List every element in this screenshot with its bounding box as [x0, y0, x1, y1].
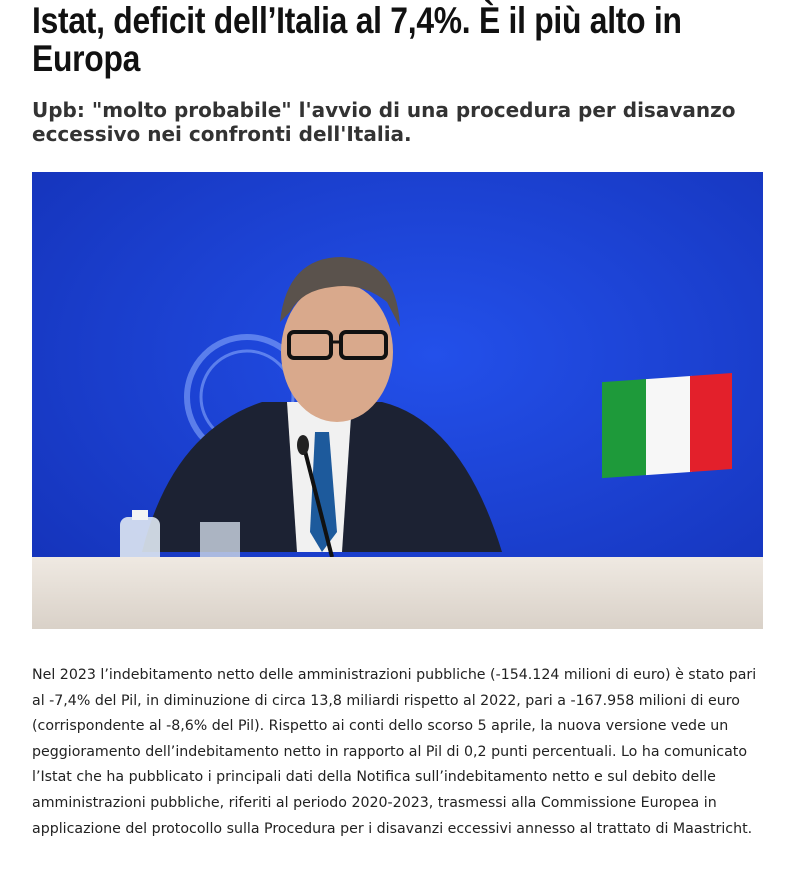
article-subtitle: Upb: "molto probabile" l'avvio di una procedura per disavanzo eccessivo nei confronti dell'Italia. [32, 98, 736, 146]
italian-flag [602, 373, 732, 478]
article-headline: Istat, deficit dell’Italia al 7,4%. È il più alto in Europa [32, 0, 682, 79]
article-photo [32, 172, 763, 629]
person-face [281, 282, 393, 422]
desk [32, 557, 763, 629]
article-body: Nel 2023 l’indebitamento netto delle amministrazioni pubbliche (-154.124 milioni di euro) è stato pari al -7,4% del Pil, in diminuzione di circa 13,8 miliardi rispetto al 2022, pari a -167.958 milioni di euro (corrispondente al -8,6% del Pil). Rispetto ai conti dello scorso 5 aprile, la nuova versione vede un peggioramento dell’indebitamento netto in rapporto al Pil di 0,2 punti percentuali. Lo ha comunicato l’Istat che ha pubblicato i principali dati della Notifica sull’indebitamento netto e sul debito delle amministrazioni pubbliche, riferiti al periodo 2020-2023, trasmessi alla Commissione Europea in applicazione del protocollo sulla Procedura per i disavanzi eccessivi annesso al trattato di Maastricht. [32, 667, 757, 837]
